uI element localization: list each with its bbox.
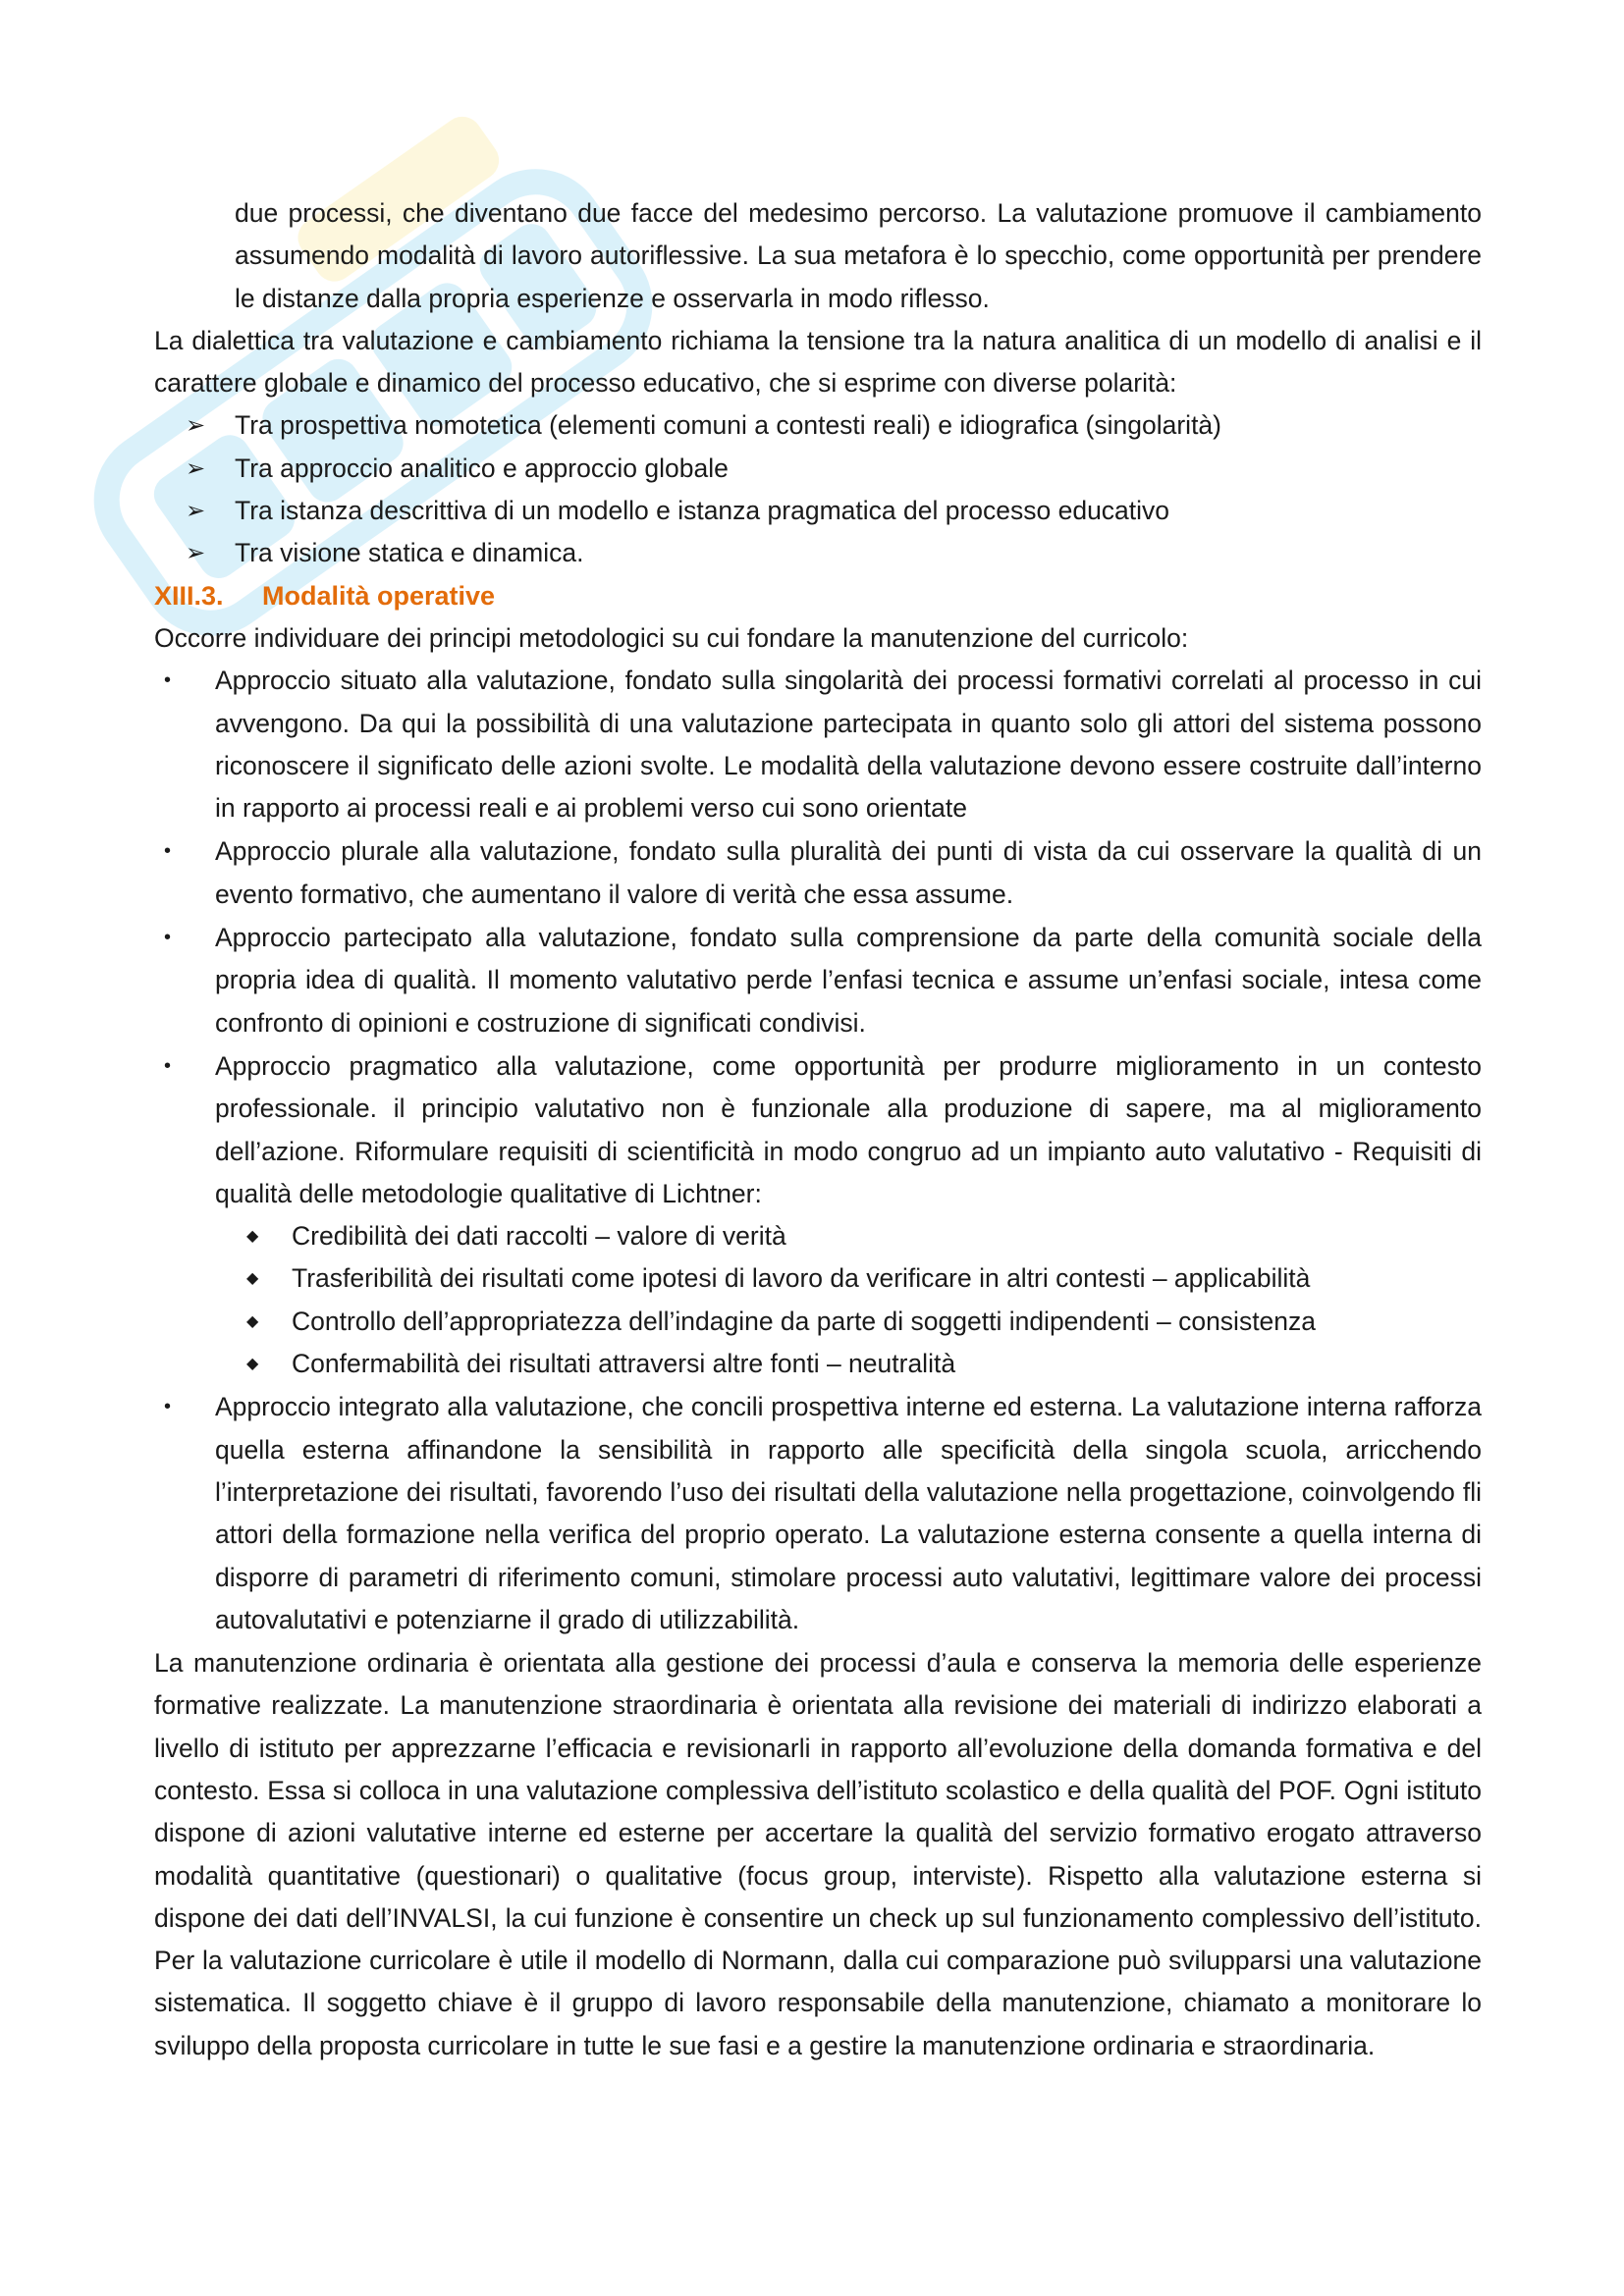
list-item: ◆ Credibilità dei dati raccolti – valore di verità xyxy=(215,1215,1482,1257)
section-title: Modalità operative xyxy=(262,580,496,611)
bullet-dot-icon: • xyxy=(164,1054,172,1077)
list-item: • Approccio integrato alla valutazione, che concili prospettiva interne ed esterna. La valutazione interna rafforza quella esterna affinandone la sensibilità in rapporto alle specificità della singola scuola, arricchendo l’interpretazione dei risultati, favorendo l’uso dei risultati della valutazione nella progettazione, coinvolgendo fli attori della formazione nella verifica del proprio operato. La valutazione esterna consente a quella interna di disporre di parametri di riferimento comuni, stimolare processi auto valutativi, legittimare valore dei processi autovalutativi e potenziarne il grado di utilizzabilità. xyxy=(154,1386,1482,1641)
arrow-bullet-icon: ➢ xyxy=(186,540,206,567)
list-item: ◆ Trasferibilità dei risultati come ipotesi di lavoro da verificare in altri contesti – applicabilità xyxy=(215,1257,1482,1300)
list-item: ➢ Tra istanza descrittiva di un modello e istanza pragmatica del processo educativo xyxy=(154,490,1482,532)
diamond-bullet-icon: ◆ xyxy=(246,1312,259,1330)
arrow-bullet-icon: ➢ xyxy=(186,454,206,482)
list-item: ➢ Tra prospettiva nomotetica (elementi comuni a contesti reali) e idiografica (singolarità) xyxy=(154,404,1482,447)
diamond-bullet-icon: ◆ xyxy=(246,1228,259,1246)
list-item: • Approccio situato alla valutazione, fondato sulla singolarità dei processi formativi correlati al processo in cui avvengono. Da qui la possibilità di una valutazione partecipata in quanto solo gli attori del sistema possono riconoscere il significato delle azioni svolte. Le modalità della valutazione devono essere costruite dall’interno in rapporto ai processi reali e ai problemi verso cui sono orientate xyxy=(154,660,1482,829)
list-item: ◆ Controllo dell’appropriatezza dell’indagine da parte di soggetti indipendenti – consistenza xyxy=(215,1301,1482,1343)
section-heading xyxy=(154,575,1482,617)
list-item: • Approccio partecipato alla valutazione, fondato sulla comprensione da parte della comunità sociale della propria idea di qualità. Il momento valutativo perde l’enfasi tecnica e assume un’enfasi sociale, intesa come confronto di opinioni e costruzione di significati condivisi. xyxy=(154,917,1482,1044)
section-intro: Occorre individuare dei principi metodologici su cui fondare la manutenzione del curricolo: xyxy=(154,622,1189,653)
lichtner-requirements-list xyxy=(215,1215,1482,1385)
list-item: • Approccio plurale alla valutazione, fondato sulla pluralità dei punti di vista da cui osservare la qualità di un evento formativo, che aumentano il valore di verità che essa assume. xyxy=(154,830,1482,916)
polarities-list xyxy=(154,404,1482,574)
bullet-dot-icon: • xyxy=(164,669,172,692)
dialectic-paragraph: La dialettica tra valutazione e cambiamento richiama la tensione tra la natura analitica di un modello di analisi e il carattere globale e dinamico del processo educativo, che si esprime con diverse polarità: xyxy=(154,325,1482,399)
list-item: ➢ Tra visione statica e dinamica. xyxy=(154,532,1482,574)
section-number: XIII.3. xyxy=(154,580,224,611)
diamond-bullet-icon: ◆ xyxy=(246,1270,259,1288)
list-item: ➢ Tra approccio analitico e approccio globale xyxy=(154,448,1482,490)
bullet-dot-icon: • xyxy=(164,927,172,949)
list-item: • Approccio pragmatico alla valutazione, come opportunità per produrre miglioramento in un contesto professionale. il principio valutativo non è funzionale alla produzione di sapere, ma al miglioramento dell’azione. Riformulare requisiti di scientificità in modo congruo ad un impianto auto valutativo - Requisiti di qualità delle metodologie qualitative di Lichtner: ◆ Credibilità dei dati raccolti – valore di verità ◆ Trasferibilità dei risultati come ipotesi di lavoro da verificare in altri contesti – applicabilità ◆ Controllo dell’appropriatezza dell’indagine da parte di soggetti indipendenti – consistenza ◆ Confermabilità dei risultati attraversi altre fonti – neutralità xyxy=(154,1045,1482,1385)
list-item: ◆ Confermabilità dei risultati attraversi altre fonti – neutralità xyxy=(215,1343,1482,1385)
arrow-bullet-icon: ➢ xyxy=(186,412,206,440)
closing-paragraph: La manutenzione ordinaria è orientata alla gestione dei processi d’aula e conserva la memoria delle esperienze formative realizzate. La manutenzione straordinaria è orientata alla revisione dei materiali di indirizzo elaborati a livello di istituto per apprezzarne l’efficacia e revisionarli in rapporto all’evoluzione della domanda formativa e del contesto. Essa si colloca in una valutazione complessiva dell’istituto scolastico e della qualità del POF. Ogni istituto dispone di azioni valutative interne ed esterne per accertare la qualità del servizio formativo erogato attraverso modalità quantitative (questionari) o qualitative (focus group, interviste). Rispetto alla valutazione esterna si dispone dei dati dell’INVALSI, la cui funzione è consentire un check up sul funzionamento complessivo dell’istituto. Per la valutazione curricolare è utile il modello di Normann, dalla cui comparazione può svilupparsi una valutazione sistematica. Il soggetto chiave è il gruppo di lavoro responsabile della manutenzione, chiamato a monitorare lo sviluppo della proposta curricolare in tutte le sue fasi e a gestire la manutenzione ordinaria e straordinaria. xyxy=(154,1648,1482,2060)
document-page xyxy=(154,192,1482,2067)
intro-continuation: due processi, che diventano due facce del medesimo percorso. La valutazione promuove il cambiamento assumendo modalità di lavoro autoriflessive. La sua metafora è lo specchio, come opportunità per prendere le distanze dalla propria esperienze e osservarla in modo riflesso. xyxy=(235,198,1482,313)
bullet-dot-icon: • xyxy=(164,840,172,863)
diamond-bullet-icon: ◆ xyxy=(246,1356,259,1373)
approaches-list xyxy=(154,660,1482,1641)
arrow-bullet-icon: ➢ xyxy=(186,498,206,525)
bullet-dot-icon: • xyxy=(164,1396,172,1418)
